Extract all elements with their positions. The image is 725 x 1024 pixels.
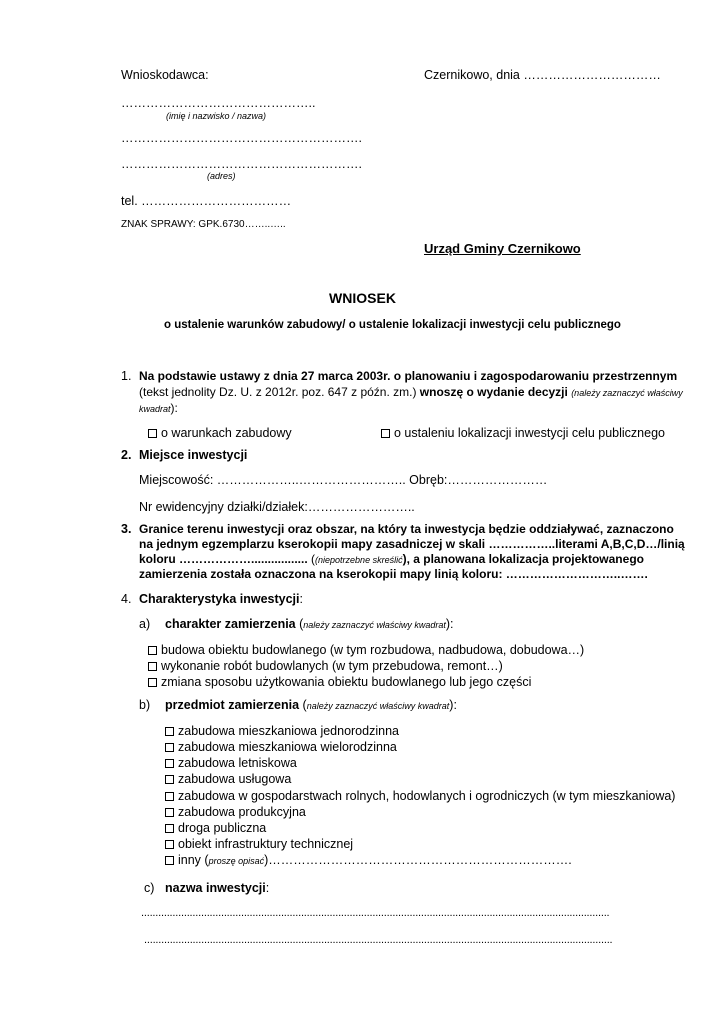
applicant-label: Wnioskodawca:	[121, 68, 209, 82]
option-services[interactable]: zabudowa usługowa	[165, 772, 291, 786]
option-production[interactable]: zabudowa produkcyjna	[165, 805, 306, 819]
section-3-line-4: zamierzenia została oznaczona na kserokopii mapy linią koloru: ………………………..…….	[139, 567, 648, 581]
subsection-b-label: b)	[139, 698, 151, 712]
checkbox[interactable]	[165, 856, 174, 865]
section-4-number: 4.	[121, 592, 132, 606]
option-change-of-use[interactable]: zmiana sposobu użytkowania obiektu budowlanego lub jego części	[148, 675, 531, 689]
option-public-road[interactable]: droga publiczna	[165, 821, 266, 835]
checkbox[interactable]	[165, 824, 174, 833]
case-number: ZNAK SPRAWY: GPK.6730……..…..	[121, 219, 286, 230]
section-3-number: 3.	[121, 522, 132, 536]
option-construction-works[interactable]: wykonanie robót budowlanych (w tym przebudowa, remont…)	[148, 659, 503, 673]
document-title: WNIOSEK	[329, 290, 396, 306]
option-agricultural[interactable]: zabudowa w gospodarstwach rolnych, hodowlanych i ogrodniczych (w tym mieszkaniowa)	[165, 789, 675, 803]
section-1-number: 1.	[121, 369, 132, 383]
checkbox[interactable]	[148, 678, 157, 687]
section-2-number: 2.	[121, 448, 132, 462]
name-hint: (imię i nazwisko / nazwa)	[166, 111, 267, 121]
checkbox[interactable]	[165, 727, 174, 736]
subsection-a-label: a)	[139, 617, 151, 631]
office-name: Urząd Gminy Czernikowo	[424, 241, 581, 256]
section-1-line-2: (tekst jednolity Dz. U. z 2012r. poz. 647 z późn. zm.) wnoszę o wydanie decyzji (należy zaznaczyć właściwy	[139, 385, 683, 399]
section-4-title: Charakterystyka inwestycji:	[139, 592, 303, 606]
checkbox[interactable]	[381, 429, 390, 438]
address-line-1: ………………………………………………….	[121, 131, 362, 145]
locality-line: Miejscowość: ………………..…………………….. Obręb:……………………	[139, 473, 548, 487]
checkbox[interactable]	[148, 429, 157, 438]
option-single-family[interactable]: zabudowa mieszkaniowa jednorodzinna	[165, 724, 399, 738]
option-new-building[interactable]: budowa obiektu budowlanego (w tym rozbudowa, nadbudowa, dobudowa…)	[148, 643, 584, 657]
name-line: ………………………………………..	[121, 96, 316, 110]
subsection-c-title: nazwa inwestycji:	[165, 881, 270, 895]
section-3-line-3: koloru ………………................. ((niepotrzebne skreślić), a planowana lokalizacja projektowanego	[139, 552, 644, 566]
section-3-line-2: na jednym egzemplarzu kserokopii mapy zasadniczej w skali ……………..literami A,B,C,D…/linią	[139, 537, 685, 551]
place-date: Czernikowo, dnia ……………………………	[424, 68, 661, 82]
investment-name-line-2[interactable]: ....................................................................................................................................................................	[144, 934, 613, 946]
checkbox[interactable]	[148, 662, 157, 671]
subsection-a-title: charakter zamierzenia (należy zaznaczyć właściwy kwadrat):	[165, 617, 454, 631]
checkbox[interactable]	[148, 646, 157, 655]
document-subtitle: o ustalenie warunków zabudowy/ o ustalenie lokalizacji inwestycji celu publicznego	[164, 319, 621, 331]
subsection-c-label: c)	[144, 881, 155, 895]
checkbox[interactable]	[165, 808, 174, 817]
investment-name-line-1[interactable]: ....................................................................................................................................................................	[141, 907, 610, 919]
checkbox[interactable]	[165, 759, 174, 768]
subsection-b-title: przedmiot zamierzenia (należy zaznaczyć właściwy kwadrat):	[165, 698, 457, 712]
section-1-line-3: kwadrat):	[139, 401, 178, 415]
checkbox[interactable]	[165, 775, 174, 784]
checkbox[interactable]	[165, 792, 174, 801]
checkbox[interactable]	[165, 743, 174, 752]
section-2-title: Miejsce inwestycji	[139, 448, 248, 462]
section-3-line-1: Granice terenu inwestycji oraz obszar, na który ta inwestycja będzie oddziaływać, zaznaczono	[139, 522, 674, 536]
section-1-line-1: Na podstawie ustawy z dnia 27 marca 2003r. o planowaniu i zagospodarowaniu przestrzennym	[139, 369, 678, 383]
option-infrastructure[interactable]: obiekt infrastruktury technicznej	[165, 837, 353, 851]
option-building-conditions[interactable]: o warunkach zabudowy	[148, 426, 292, 440]
option-holiday[interactable]: zabudowa letniskowa	[165, 756, 297, 770]
option-other[interactable]: inny (proszę opisać)……………………………………………………………….	[165, 853, 572, 867]
tel-line: tel. ………………………………	[121, 194, 292, 208]
address-hint: (adres)	[207, 171, 236, 181]
address-line-2: ………………………………………………….	[121, 157, 362, 171]
checkbox[interactable]	[165, 840, 174, 849]
parcel-line: Nr ewidencyjny działki/działek:……………………..	[139, 500, 415, 514]
option-multi-family[interactable]: zabudowa mieszkaniowa wielorodzinna	[165, 740, 397, 754]
option-public-investment[interactable]: o ustaleniu lokalizacji inwestycji celu publicznego	[381, 426, 665, 440]
